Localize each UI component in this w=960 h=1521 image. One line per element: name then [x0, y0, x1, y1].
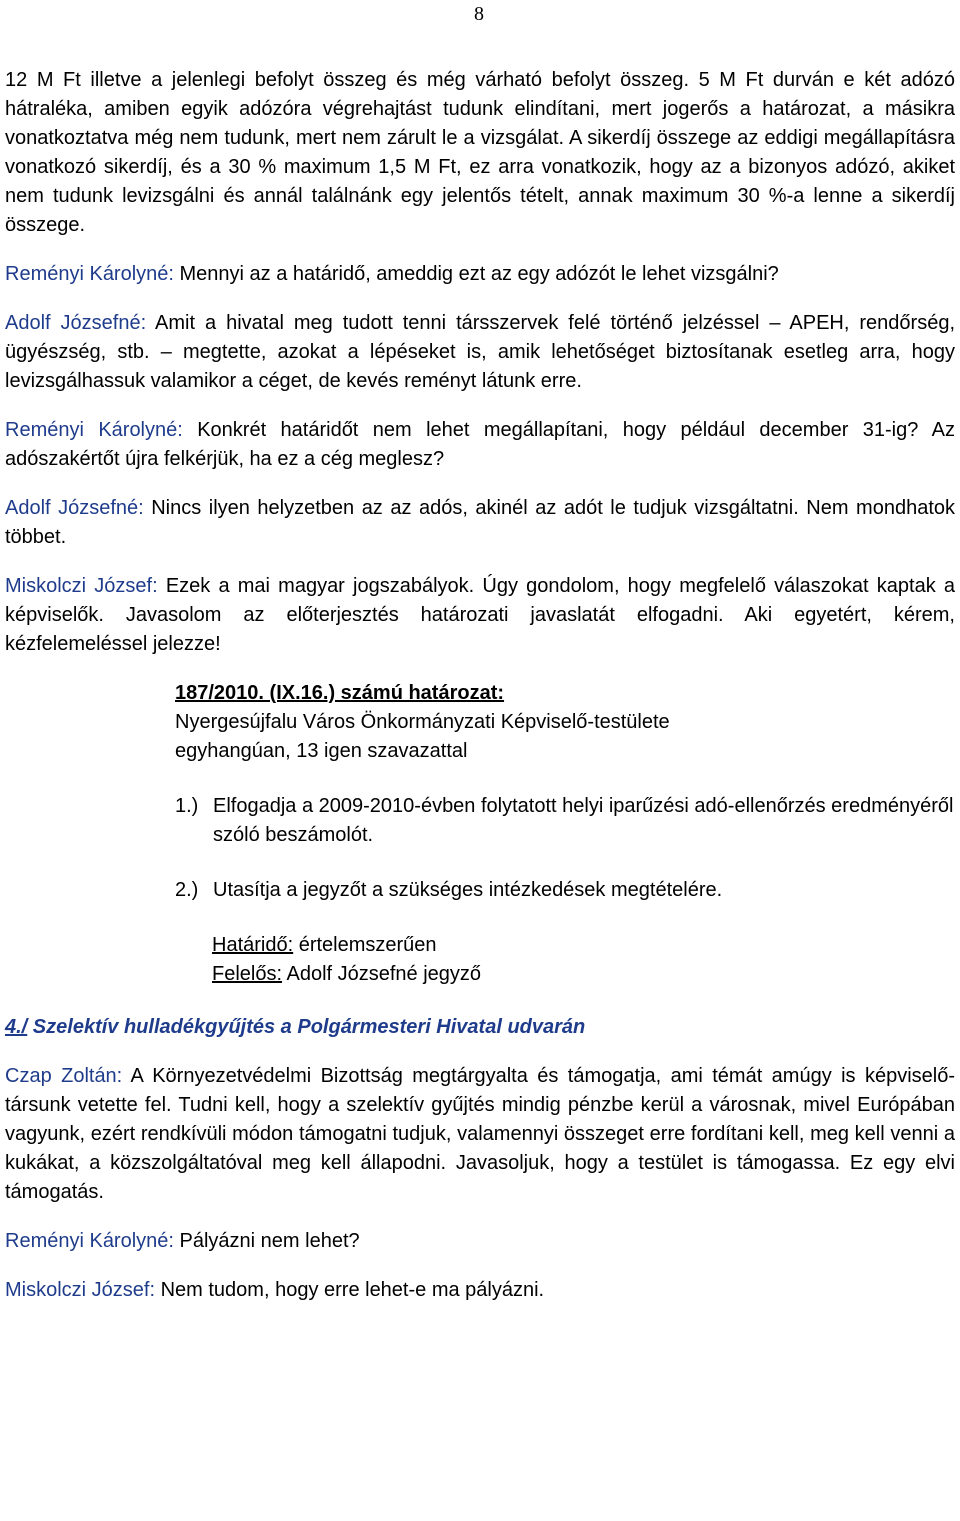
speech-text: Nincs ilyen helyzetben az az adós, akinél az adót le tudjuk vizsgáltatni. Nem mondhatok többet.	[5, 497, 955, 548]
resolution-item-number: 2.)	[175, 879, 199, 901]
speech-text: Mennyi az a határidő, ameddig ezt az egy adózót le lehet vizsgálni?	[173, 263, 779, 285]
document-body	[5, 66, 955, 1325]
dialogue-entry	[5, 1062, 955, 1207]
resolution-meta	[212, 931, 955, 989]
section-title-text: Szelektív hulladékgyűjtés a Polgármesteri Hivatal udvarán	[27, 1016, 586, 1038]
resolution-item	[175, 876, 955, 905]
speaker-name: Miskolczi József:	[5, 575, 158, 597]
speaker-name: Reményi Károlyné:	[5, 419, 183, 441]
dialogue-entry	[5, 309, 955, 396]
resolution-item	[175, 792, 955, 850]
resolution-item-text: Elfogadja a 2009-2010-évben folytatott helyi iparűzési adó-ellenőrzés eredményéről szóló beszámolót.	[213, 795, 954, 846]
deadline-value: értelemszerűen	[293, 934, 437, 956]
speaker-name: Adolf Józsefné:	[5, 312, 147, 334]
section-number: 4./	[5, 1016, 28, 1038]
section-heading	[5, 1013, 955, 1042]
speaker-name: Miskolczi József:	[5, 1279, 156, 1301]
dialogue-entry	[5, 260, 955, 289]
paragraph-intro: 12 M Ft illetve a jelenlegi befolyt összeg és még várható befolyt összeg. 5 M Ft durván e két adózó hátraléka, amiben egyik adózóra végrehajtást tudunk elindítani, mert jogerős a határozat, a másikra vonatkoztatva még nem tudunk, mert nem zárult le a vizsgálat. A sikerdíj összege az eddigi megállapításra vonatkozó sikerdíj, és a 30 % maximum 1,5 M Ft, ez arra vonatkozik, hogy az a bizonyos adózó, akiket nem tudunk levizsgálni és annál találnánk egy jelentős tételt, annak maximum 30 %-a lenne a sikerdíj összege.	[5, 69, 955, 236]
resolution-title: 187/2010. (IX.16.) számú határozat:	[175, 682, 505, 704]
resolution-vote: egyhangúan, 13 igen szavazattal	[175, 740, 468, 762]
speaker-name: Reményi Károlyné:	[5, 1230, 174, 1252]
dialogue-entry	[5, 416, 955, 474]
responsible-value: Adolf Józsefné jegyző	[282, 963, 482, 985]
deadline-label: Határidő:	[212, 934, 294, 956]
dialogue-entry	[5, 572, 955, 659]
speaker-name: Reményi Károlyné:	[5, 263, 174, 285]
speech-text: Ezek a mai magyar jogszabályok. Úgy gondolom, hogy megfelelő válaszokat kaptak a képviselők. Javasolom az előterjesztés határozati javaslatát elfogadni. Aki egyetért, kérem, kézfelemeléssel jelezze!	[5, 575, 955, 655]
speech-text: Amit a hivatal meg tudott tenni társszervek felé történő jelzéssel – APEH, rendőrség, ügyészség, stb. – megtette, azokat a lépéseket is, amik lehetőséget biztosítanak esetleg arra, hogy levizsgálhassuk valamikor a céget, de kevés reményt látunk erre.	[5, 312, 956, 392]
speaker-name: Czap Zoltán:	[5, 1065, 123, 1087]
resolution-item-number: 1.)	[175, 795, 199, 817]
dialogue-entry	[5, 1227, 955, 1256]
dialogue-entry	[5, 494, 955, 552]
speaker-name: Adolf Józsefné:	[5, 497, 144, 519]
resolution-header	[175, 679, 955, 766]
dialogue-entry	[5, 1276, 955, 1305]
speech-text: A Környezetvédelmi Bizottság megtárgyalta és támogatja, ami témát amúgy is képviselő-társunk vetette fel. Tudni kell, hogy a szelektív gyűjtés mindig pénzbe kerül a városnak, mivel Európában vagyunk, ezért rendkívüli módon támogatni tudjuk, valamennyi összeget erre fordítani kell, meg kell venni a kukákat, a közszolgáltatóval meg kell állapodni. Javasoljuk, hogy a testület is támogassa. Ez egy elvi támogatás.	[5, 1065, 956, 1203]
responsible-line	[212, 960, 955, 989]
deadline-line	[212, 931, 955, 960]
resolution-item-text: Utasítja a jegyzőt a szükséges intézkedések megtételére.	[213, 879, 723, 901]
page-number: 8	[474, 3, 484, 25]
speech-text: Nem tudom, hogy erre lehet-e ma pályázni.	[155, 1279, 545, 1301]
responsible-label: Felelős:	[212, 963, 283, 985]
speech-text: Pályázni nem lehet?	[173, 1230, 360, 1252]
resolution-body: Nyergesújfalu Város Önkormányzati Képviselő-testülete	[175, 711, 670, 733]
speech-text: Konkrét határidőt nem lehet megállapítani, hogy például december 31-ig? Az adószakértőt újra felkérjük, ha ez a cég meglesz?	[5, 419, 955, 470]
